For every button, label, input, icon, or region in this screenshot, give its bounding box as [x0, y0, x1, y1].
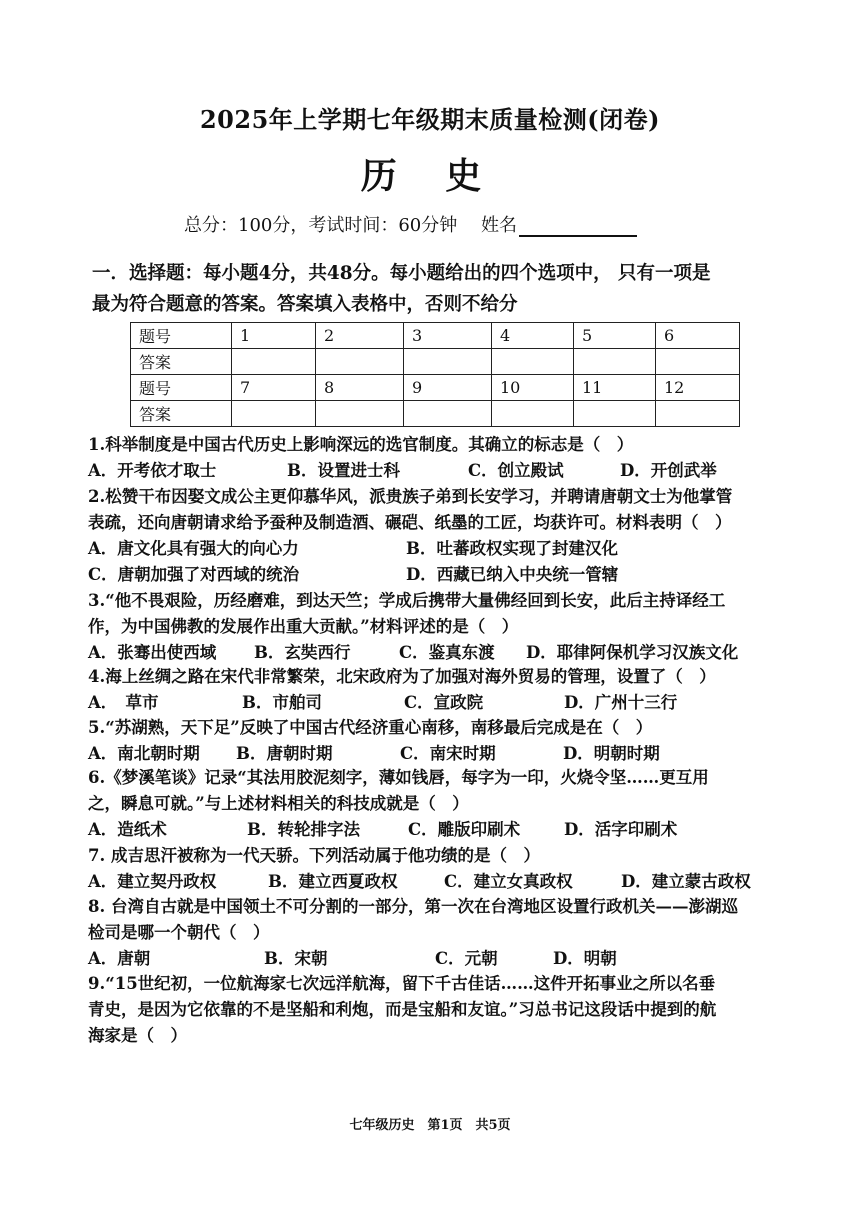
answer-table-cell: [404, 401, 492, 427]
answer-table-cell: 8: [316, 375, 404, 401]
answer-table-cell: [574, 401, 656, 427]
option-c: C．建立女真政权: [444, 872, 573, 891]
answer-table-row: [131, 401, 740, 427]
answer-table-cell: 1: [232, 323, 316, 349]
question-line: 4.海上丝绸之路在宋代非常繁荣，北宋政府为了加强对海外贸易的管理，设置了（ ）: [88, 667, 716, 686]
option-a: A． 草市: [88, 693, 159, 712]
question-line: 3.“他不畏艰险，历经磨难，到达天竺；学成后携带大量佛经回到长安，此后主持译经工: [88, 591, 726, 610]
answer-table-header-cell: 题号: [131, 375, 232, 401]
option-a: A．开考依才取士: [88, 461, 217, 480]
option-b: B．转轮排字法: [247, 820, 360, 839]
question-6: [88, 765, 778, 817]
score-time-name-label: 总分：100分，考试时间：60分钟 姓名: [184, 215, 517, 236]
answer-table-cell: [232, 349, 316, 375]
answer-table-cell: 2: [316, 323, 404, 349]
exam-meta: [184, 211, 637, 237]
answer-table-cell: 12: [656, 375, 740, 401]
option-d: D．明朝: [553, 949, 617, 968]
question-line: 表疏，还向唐朝请求给予蚕种及制造酒、碾硙、纸墨的工匠，均获许可。材料表明（ ）: [88, 513, 732, 532]
answer-table-cell: [492, 401, 574, 427]
option-c: C．宣政院: [404, 693, 484, 712]
answer-table: [130, 322, 740, 427]
option-b: B．建立西夏政权: [268, 872, 398, 891]
question-5: [88, 715, 778, 741]
question-3-options: [88, 640, 788, 666]
answer-table-cell: 10: [492, 375, 574, 401]
question-2-options-row-2: [88, 562, 788, 588]
question-line: 8. 台湾自古就是中国领土不可分割的一部分，第一次在台湾地区设置行政机关——澎湖巡: [88, 897, 738, 916]
question-line: 6.《梦溪笔谈》记录“其法用胶泥刻字，薄如钱唇，每字为一印，火烧令坚……更互用: [88, 768, 709, 787]
answer-table-header-cell: 答案: [131, 349, 232, 375]
question-5-options: [88, 741, 788, 767]
answer-table-cell: 9: [404, 375, 492, 401]
answer-table-cell: 4: [492, 323, 574, 349]
answer-table-cell: 7: [232, 375, 316, 401]
page-footer: 七年级历史 第1页 共5页: [349, 1118, 511, 1133]
option-c: C．南宋时期: [400, 744, 496, 763]
answer-table-cell: [404, 349, 492, 375]
question-4: [88, 664, 778, 690]
answer-table-row: [131, 323, 740, 349]
question-line: 检司是哪一个朝代（ ）: [88, 923, 270, 942]
question-2-options-row-1: [88, 536, 788, 562]
question-7-options: [88, 869, 788, 895]
question-6-options: [88, 817, 788, 843]
section-line-1: 一．选择题：每小题4分，共48分。每小题给出的四个选项中， 只有一项是: [92, 263, 711, 284]
question-7: [88, 843, 778, 869]
option-d: D．耶律阿保机学习汉族文化: [526, 643, 739, 662]
answer-table-cell: 6: [656, 323, 740, 349]
question-line: 1.科举制度是中国古代历史上影响深远的选官制度。其确立的标志是（ ）: [88, 435, 634, 454]
answer-table-cell: [656, 349, 740, 375]
answer-table-header-cell: 题号: [131, 323, 232, 349]
answer-table-cell: [316, 401, 404, 427]
question-9: [88, 971, 778, 1049]
question-line: 7. 成吉思汗被称为一代天骄。下列活动属于他功绩的是（ ）: [88, 846, 540, 865]
answer-table-cell: [232, 401, 316, 427]
question-2: [88, 484, 778, 536]
question-3: [88, 588, 778, 640]
option-c: C．唐朝加强了对西域的统治: [88, 565, 300, 584]
option-d: D．活字印刷术: [564, 820, 678, 839]
question-line: 2.松赞干布因娶文成公主更仰慕华风，派贵族子弟到长安学习，并聘请唐朝文士为他掌管: [88, 487, 733, 506]
option-d: D．明朝时期: [563, 744, 660, 763]
section-instructions: [92, 258, 782, 320]
answer-table-cell: [316, 349, 404, 375]
section-line-2: 最为符合题意的答案。答案填入表格中，否则不给分: [92, 294, 518, 315]
option-d: D．广州十三行: [564, 693, 678, 712]
question-line: 青史，是因为它依靠的不是坚船和利炮，而是宝船和友谊。”习总书记这段话中提到的航: [88, 1000, 717, 1019]
option-b: B．宋朝: [264, 949, 328, 968]
option-a: A．造纸术: [88, 820, 167, 839]
option-a: A．唐朝: [88, 949, 151, 968]
option-b: B．设置进士科: [287, 461, 400, 480]
question-4-options: [88, 690, 788, 716]
option-d: D．西藏已纳入中央统一管辖: [406, 565, 619, 584]
answer-table-cell: [492, 349, 574, 375]
answer-table-cell: [574, 349, 656, 375]
answer-table-cell: 3: [404, 323, 492, 349]
option-b: B．市舶司: [242, 693, 322, 712]
option-b: B．唐朝时期: [236, 744, 333, 763]
option-c: C．创立殿试: [468, 461, 564, 480]
option-a: A．南北朝时期: [88, 744, 200, 763]
option-d: D．建立蒙古政权: [621, 872, 751, 891]
exam-title: 2025年上学期七年级期末质量检测(闭卷): [199, 105, 660, 134]
option-c: C．鉴真东渡: [399, 643, 495, 662]
option-c: C．雕版印刷术: [408, 820, 521, 839]
question-line: 9.“15世纪初，一位航海家七次远洋航海，留下千古佳话……这件开拓事业之所以名垂: [88, 974, 716, 993]
option-d: D．开创武举: [620, 461, 717, 480]
option-a: A．唐文化具有强大的向心力: [88, 539, 299, 558]
question-8-options: [88, 946, 788, 972]
question-line: 作，为中国佛教的发展作出重大贡献。”材料评述的是（ ）: [88, 617, 519, 636]
answer-table-cell: [656, 401, 740, 427]
question-line: 5.“苏湖熟，天下足”反映了中国古代经济重心南移，南移最后完成是在（ ）: [88, 718, 653, 737]
question-line: 之，瞬息可就。”与上述材料相关的科技成就是（ ）: [88, 794, 469, 813]
answer-table-cell: 11: [574, 375, 656, 401]
option-b: B．玄奘西行: [254, 643, 351, 662]
option-a: A．建立契丹政权: [88, 872, 217, 891]
question-1: [88, 432, 778, 458]
answer-table-header-cell: 答案: [131, 401, 232, 427]
option-c: C．元朝: [435, 949, 498, 968]
option-b: B．吐蕃政权实现了封建汉化: [406, 539, 618, 558]
question-1-options: [88, 458, 788, 484]
subject-title: 历 史: [360, 155, 500, 197]
answer-table-row: [131, 349, 740, 375]
name-blank-line: [519, 217, 637, 237]
question-line: 海家是（ ）: [88, 1026, 187, 1045]
answer-table-row: [131, 375, 740, 401]
option-a: A．张骞出使西域: [88, 643, 217, 662]
question-8: [88, 894, 778, 946]
answer-table-cell: 5: [574, 323, 656, 349]
